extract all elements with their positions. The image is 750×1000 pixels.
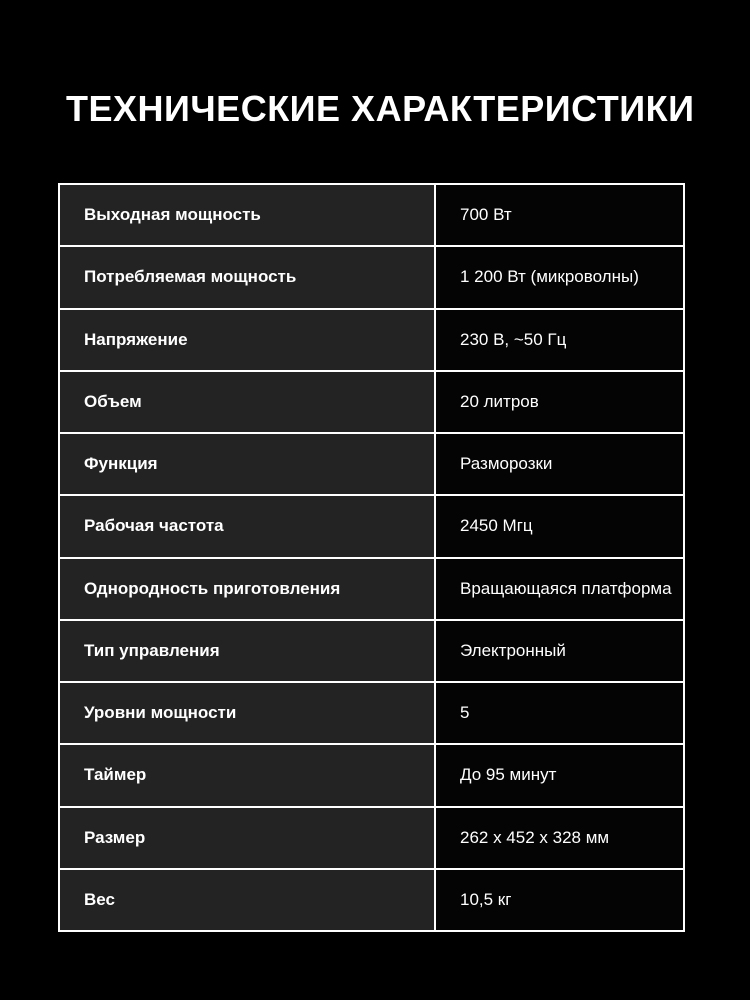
spec-label-cell: Выходная мощность xyxy=(59,184,435,246)
table-row xyxy=(59,495,684,557)
spec-value-cell: 262 х 452 х 328 мм xyxy=(435,807,684,869)
spec-value-cell: 10,5 кг xyxy=(435,869,684,931)
table-row xyxy=(59,869,684,931)
spec-label-cell: Потребляемая мощность xyxy=(59,246,435,308)
table-row xyxy=(59,558,684,620)
spec-value-cell: 700 Вт xyxy=(435,184,684,246)
table-row xyxy=(59,682,684,744)
table-row xyxy=(59,744,684,806)
table-row xyxy=(59,620,684,682)
spec-label-cell: Напряжение xyxy=(59,309,435,371)
spec-value-cell: 1 200 Вт (микроволны) xyxy=(435,246,684,308)
spec-label-cell: Вес xyxy=(59,869,435,931)
spec-value-cell: 20 литров xyxy=(435,371,684,433)
spec-label-cell: Уровни мощности xyxy=(59,682,435,744)
table-row xyxy=(59,184,684,246)
page-title: ТЕХНИЧЕСКИЕ ХАРАКТЕРИСТИКИ xyxy=(66,88,695,129)
table-row xyxy=(59,309,684,371)
spec-value-cell: 5 xyxy=(435,682,684,744)
spec-label-cell: Тип управления xyxy=(59,620,435,682)
spec-label-cell: Функция xyxy=(59,433,435,495)
spec-value-cell: Разморозки xyxy=(435,433,684,495)
spec-label-cell: Объем xyxy=(59,371,435,433)
spec-label-cell: Таймер xyxy=(59,744,435,806)
spec-label-cell: Размер xyxy=(59,807,435,869)
table-row xyxy=(59,807,684,869)
spec-value-cell: До 95 минут xyxy=(435,744,684,806)
spec-value-cell: Электронный xyxy=(435,620,684,682)
spec-table xyxy=(58,183,685,932)
spec-label-cell: Рабочая частота xyxy=(59,495,435,557)
spec-value-cell: Вращающаяся платформа xyxy=(435,558,684,620)
spec-value-cell: 2450 Мгц xyxy=(435,495,684,557)
table-row xyxy=(59,246,684,308)
table-row xyxy=(59,433,684,495)
spec-label-cell: Однородность приготовления xyxy=(59,558,435,620)
spec-value-cell: 230 В, ~50 Гц xyxy=(435,309,684,371)
table-row xyxy=(59,371,684,433)
